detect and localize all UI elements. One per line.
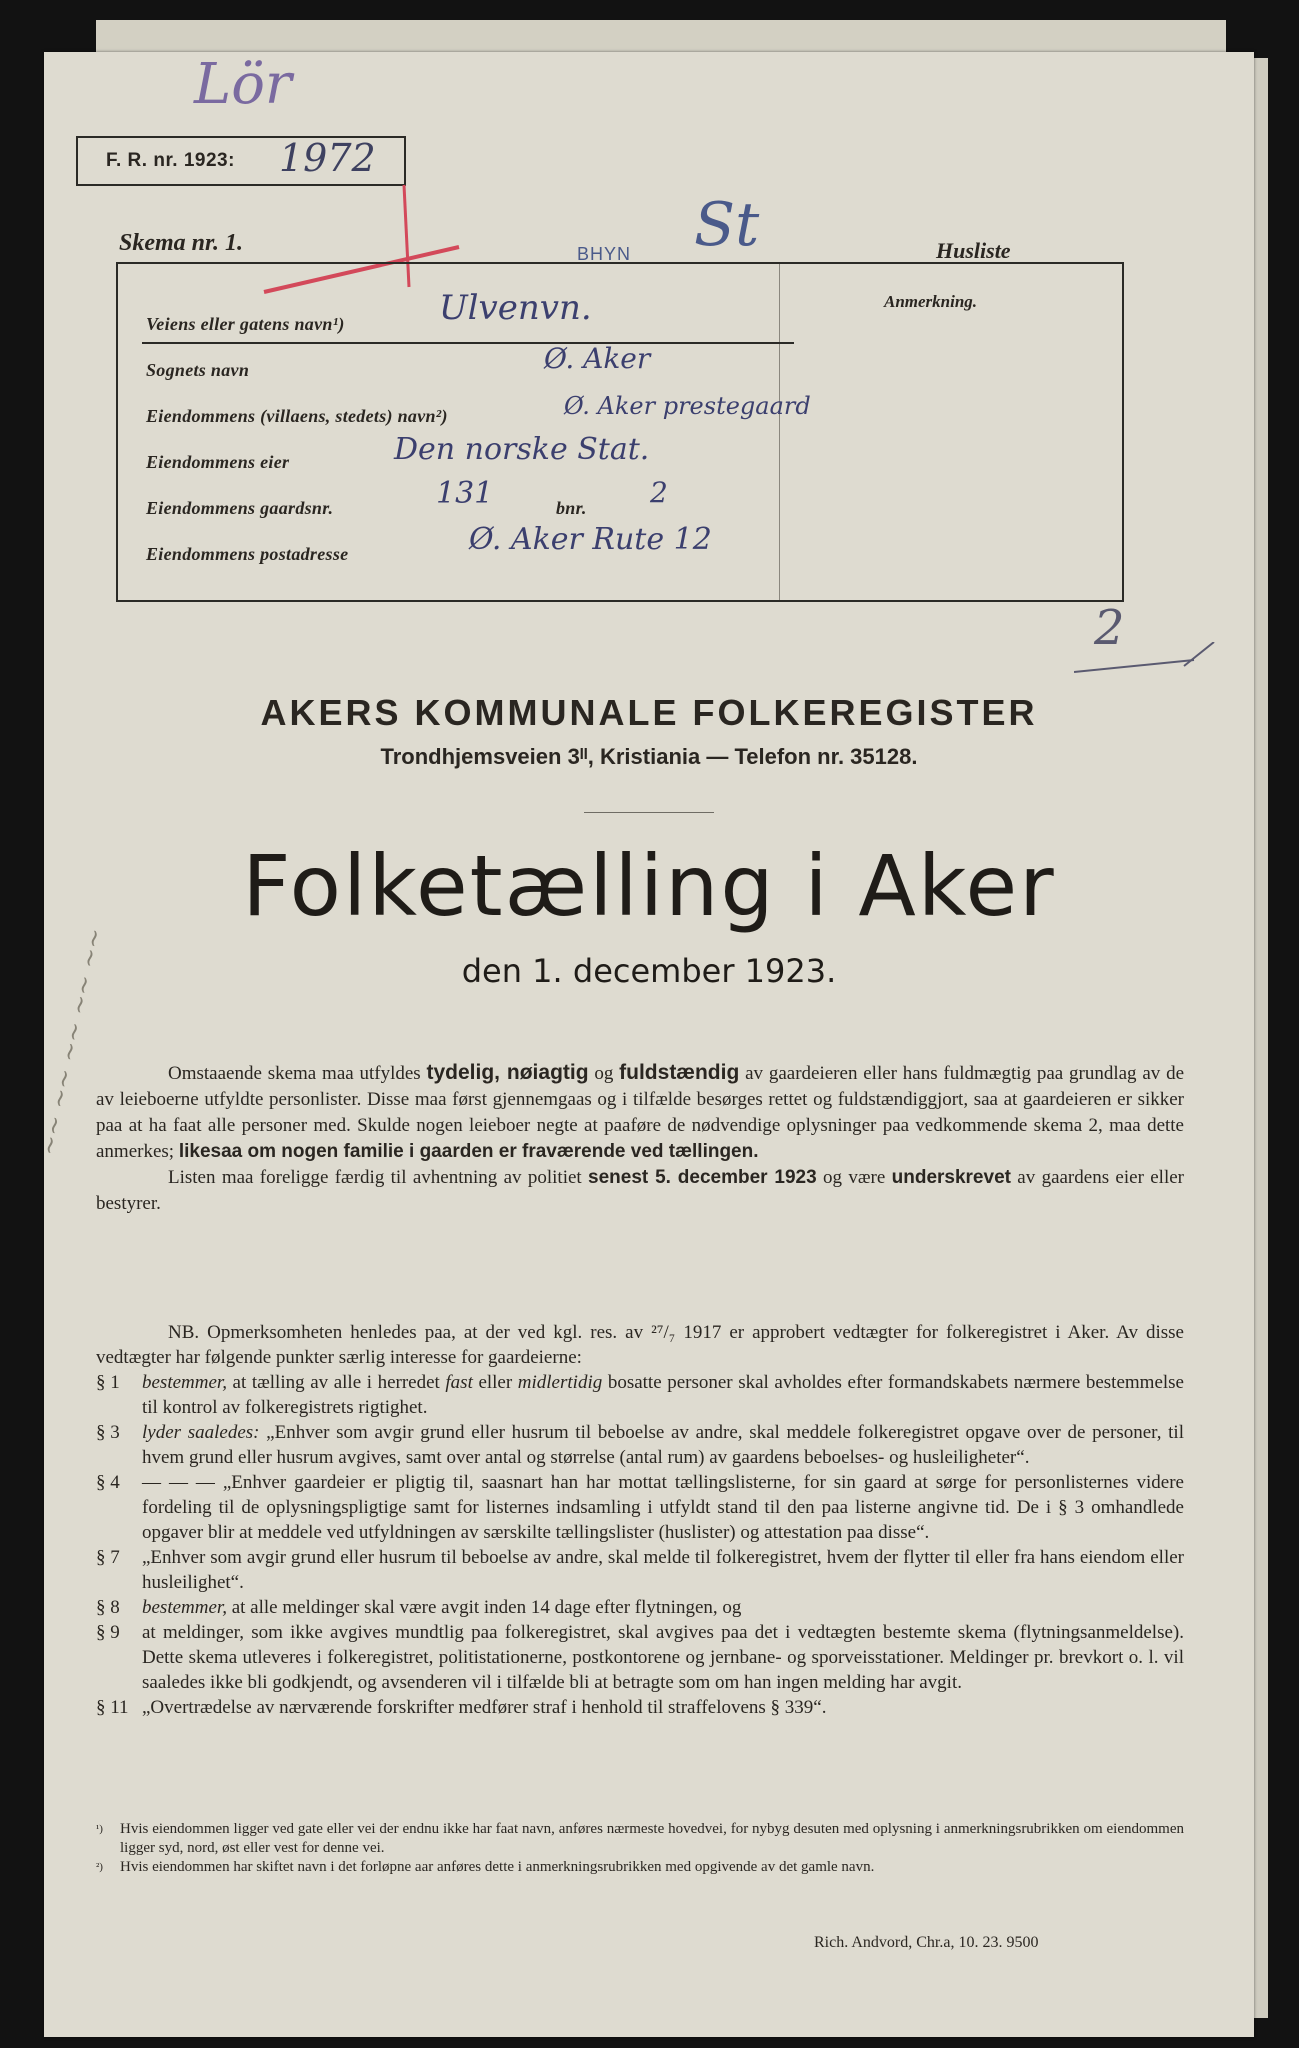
form-value-street: Ulvenvn. bbox=[439, 288, 592, 328]
s1-d: eller bbox=[472, 1372, 518, 1393]
s9-a: at meldinger, som ikke avgives mundtlig paa folkeregistret, bbox=[142, 1622, 619, 1643]
footnote-2 bbox=[96, 1858, 1184, 1877]
s8-c: alle meldinger skal være avgit inden 14 dage efter flytningen, bbox=[250, 1597, 718, 1618]
form-value-owner: Den norske Stat. bbox=[394, 432, 650, 467]
intro-paragraph-2 bbox=[96, 1165, 1184, 1217]
corner-note: Lör bbox=[194, 52, 292, 117]
s1-c: fast bbox=[445, 1372, 473, 1393]
section-3 bbox=[96, 1420, 1184, 1470]
section-11-number: § 11 bbox=[96, 1697, 129, 1718]
nb-intro-b: at der ved kgl. res. av ²⁷/₇ 1917 er approbert bbox=[455, 1322, 833, 1343]
s9-c: (flytningsanmeldelse). Dette skema utleveres i folkeregistret, politistationerne, postkontorene og jernbane- og sporveisstationer. Meldinger pr. brevkort o. l. vil saaledes ikke bli godkjendt, og avsenderen vil i tilfælde bli at betragte som om han ingen melding har avgit. bbox=[142, 1622, 1184, 1693]
intro-paragraph-1 bbox=[96, 1060, 1184, 1165]
intro-p1-c: og bbox=[588, 1063, 620, 1084]
nb-intro-d: Av disse vedtægter har følgende punkter særlig interesse for gaardeierne: bbox=[96, 1322, 1184, 1368]
form-label-gaardsnr: Eiendommens gaardsnr. bbox=[146, 498, 334, 518]
section-7-number: § 7 bbox=[96, 1547, 120, 1568]
section-1 bbox=[96, 1370, 1184, 1420]
bnr-value: 2 bbox=[650, 476, 668, 509]
s8-a: bestemmer, bbox=[142, 1597, 227, 1618]
section-7-text: „Enhver som avgir grund eller husrum til beboelse av andre, skal melde til folkeregistret, hvem der flytter til eller fra hans eiendom eller husleilighet“. bbox=[142, 1547, 1184, 1593]
s1-f: bosatte personer skal avholdes efter formandskabets nærmere bestemmelse til kontrol av folkeregistrets rigtighet. bbox=[142, 1372, 1184, 1418]
s1-b: at tælling av alle i herredet bbox=[226, 1372, 446, 1393]
s1-e: midlertidig bbox=[517, 1372, 603, 1393]
nb-section bbox=[96, 1320, 1184, 1720]
footnote-1 bbox=[96, 1820, 1184, 1858]
org-title: AKERS KOMMUNALE FOLKEREGISTER bbox=[260, 692, 1038, 733]
intro-p2-c: og være bbox=[816, 1167, 892, 1188]
intro-p2-e: av gaardens eier eller bestyrer. bbox=[96, 1167, 1184, 1214]
section-7 bbox=[96, 1545, 1184, 1595]
intro-text bbox=[96, 1060, 1184, 1217]
section-4-text: — — — „Enhver gaardeier er pligtig til, saasnart han har mottat tællingslisterne, for sin gaard at sørge for personlisternes videre fordeling til de oplysningspligtige samt for listernes indsamling i utfyldt stand til den paa listerne angivne tid. De i § 3 omhandlede opgaver blir at meddele ved utfyldningen av særskilte tællingslister (huslister) og attestation paa disse“. bbox=[142, 1472, 1184, 1543]
section-4 bbox=[96, 1470, 1184, 1545]
section-8 bbox=[96, 1595, 1184, 1620]
s3-b: „Enhver som avgir grund eller husrum til beboelse av andre, skal meddele folkeregistret opgave over de personer, til hvem grund eller husrum avgives, samt over antal og størrelse (antal rum) av gaardens beboelses- og husleiligheter“. bbox=[142, 1422, 1184, 1468]
main-title: Folketælling i Aker bbox=[242, 837, 1056, 935]
side-mark: 2 bbox=[1094, 600, 1125, 656]
section-1-text bbox=[142, 1370, 1184, 1420]
section-8-number: § 8 bbox=[96, 1597, 120, 1618]
form-label-postaddress: Eiendommens postadresse bbox=[146, 544, 349, 564]
intro-p2-a: Listen maa foreligge færdig til avhentning av politiet bbox=[168, 1167, 589, 1188]
stamp-initials: St bbox=[694, 190, 760, 260]
org-address: Trondhjemsveien 3ᴵᴵ, Kristiania — Telefon nr. 35128. bbox=[380, 744, 918, 769]
intro-p1-d: av gaardeieren eller hans fuldmægtig paa grundlag av de av leieboerne utfyldte personlister. Disse maa først gjennemgaas og i tilfælde besørges rettet og fuldstændiggjort, saa at gaardeieren er sikker paa at ha faat alle personer med. Skulde nogen leieboer negte at paaføre de nødvendige oplysninger paa vedkommende skema 2, maa dette anmerkes; bbox=[96, 1063, 1184, 1162]
footnote-1-text: Hvis eiendommen ligger ved gate eller vei der endnu ikke har faat navn, anføres nærmeste hovedvei, for nybyg desuten med oplysning i anmerkningsrubrikken om eiendommen ligger syd, nord, øst eller vest for denne vei. bbox=[120, 1821, 1184, 1856]
form-value-property-name: Ø. Aker prestegaard bbox=[564, 392, 811, 420]
form-value-gaardsnr: 131 bbox=[436, 476, 494, 511]
section-3-number: § 3 bbox=[96, 1422, 120, 1443]
side-mark-stroke bbox=[1074, 642, 1224, 682]
s8-b: at bbox=[226, 1597, 251, 1618]
stamp-mark: BHYN bbox=[577, 244, 632, 264]
s8-d: og bbox=[717, 1597, 742, 1618]
nb-intro-c: vedtægter for folkeregistret i Aker. bbox=[832, 1322, 1110, 1343]
section-11-text: „Overtrædelse av nærværende forskrifter medfører straf i henhold til straffelovens § 339“. bbox=[142, 1697, 827, 1718]
s1-a: bestemmer, bbox=[142, 1372, 227, 1393]
footnote-1-mark: ¹) bbox=[96, 1823, 103, 1835]
footnote-2-mark: ²) bbox=[96, 1861, 103, 1873]
section-9-text bbox=[142, 1620, 1184, 1695]
title-rule bbox=[584, 812, 714, 813]
skema-number: Skema nr. 1. bbox=[119, 230, 244, 256]
printer-imprint: Rich. Andvord, Chr.a, 10. 23. 9500 bbox=[814, 1934, 1039, 1951]
census-form-page bbox=[34, 52, 1254, 2037]
intro-p2-signed: underskrevet bbox=[891, 1167, 1011, 1188]
section-9 bbox=[96, 1620, 1184, 1695]
form-label-parish: Sognets navn bbox=[146, 360, 250, 380]
margin-handwriting: ~~ ~~ ~~ ~~ ~~ bbox=[34, 925, 110, 1158]
intro-p1-emph-1: tydelig, nøiagtig bbox=[426, 1061, 589, 1084]
form-label-property-name: Eiendommens (villaens, stedets) navn²) bbox=[146, 406, 448, 426]
section-11 bbox=[96, 1695, 1184, 1720]
section-9-number: § 9 bbox=[96, 1622, 120, 1643]
intro-p1-emph-2: fuldstændig bbox=[619, 1061, 740, 1084]
form-value-parish: Ø. Aker bbox=[544, 342, 651, 375]
form-label-owner: Eiendommens eier bbox=[146, 452, 290, 472]
fr-label: F. R. nr. 1923: bbox=[106, 150, 235, 171]
nb-intro bbox=[96, 1320, 1184, 1370]
husliste-label: Husliste bbox=[936, 238, 1011, 263]
intro-p1-a: Omstaaende skema maa utfyldes bbox=[168, 1063, 427, 1084]
nb-intro-a: NB. Opmerksomheten henledes paa, bbox=[168, 1322, 456, 1343]
s3-a: lyder saaledes: bbox=[142, 1422, 260, 1443]
intro-p1-emph-3: likesaa om nogen familie i gaarden er fraværende ved tællingen. bbox=[178, 1141, 759, 1162]
anmerkning-label: Anmerkning. bbox=[884, 292, 978, 311]
bnr-label: bnr. bbox=[556, 498, 587, 518]
section-1-number: § 1 bbox=[96, 1372, 120, 1393]
section-3-text bbox=[142, 1420, 1184, 1470]
intro-p2-deadline: senest 5. december 1923 bbox=[588, 1167, 817, 1188]
form-divider bbox=[779, 264, 780, 600]
fr-value: 1972 bbox=[279, 136, 376, 180]
census-date: den 1. december 1923. bbox=[461, 952, 837, 990]
s9-b: skal avgives paa det i vedtægten bestemte skema bbox=[618, 1622, 1007, 1643]
section-8-text bbox=[142, 1595, 1184, 1620]
footnotes bbox=[96, 1820, 1184, 1877]
section-4-number: § 4 bbox=[96, 1472, 120, 1493]
form-value-postaddress: Ø. Aker Rute 12 bbox=[469, 522, 712, 557]
footnote-2-text: Hvis eiendommen har skiftet navn i det forløpne aar anføres dette i anmerkningsrubrikken med opgivende av det gamle navn. bbox=[120, 1859, 875, 1875]
street-underline bbox=[142, 342, 794, 344]
form-label-street: Veiens eller gatens navn¹) bbox=[146, 314, 345, 334]
